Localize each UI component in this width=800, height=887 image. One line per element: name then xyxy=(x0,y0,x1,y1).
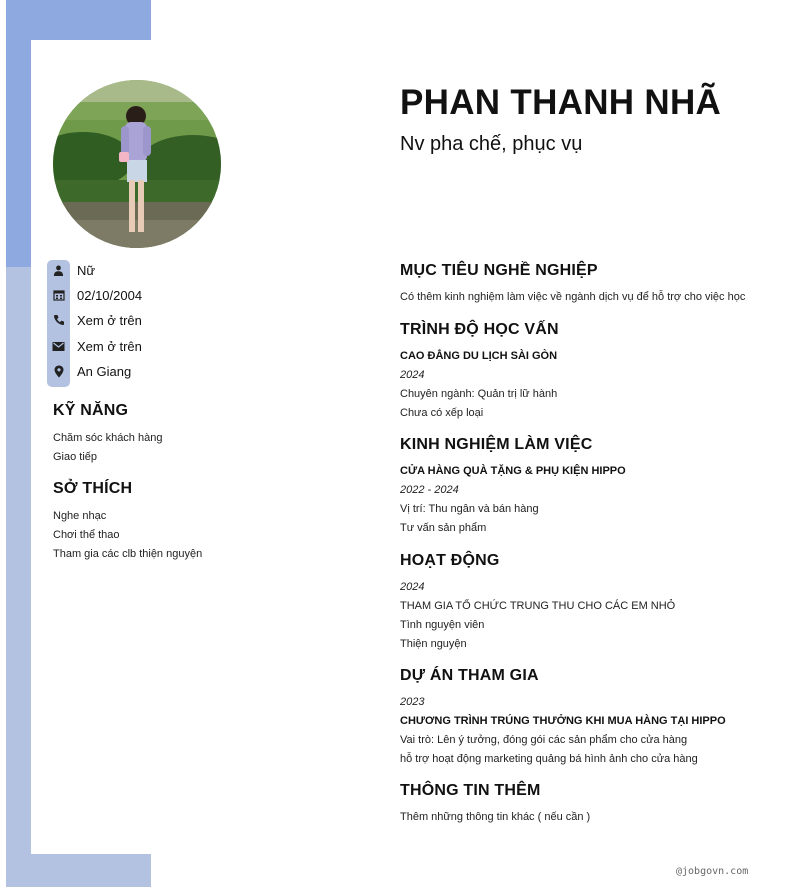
objective-section xyxy=(400,262,780,307)
candidate-name: PHAN THANH NHÃ xyxy=(400,83,722,122)
desired-position: Nv pha chế, phục vụ xyxy=(400,133,583,155)
location-pin-icon xyxy=(47,365,70,378)
address-text: An Giang xyxy=(77,363,132,379)
projects-section xyxy=(400,667,780,769)
skills-section xyxy=(53,402,162,467)
extra-text: Thêm những thông tin khác ( nếu cần ) xyxy=(400,811,591,823)
interest-item: Nghe nhạc xyxy=(53,510,107,522)
phone-text: Xem ở trên xyxy=(77,312,142,328)
activity-line: Tình nguyện viên xyxy=(400,619,485,631)
project-detail: hỗ trợ hoạt động marketing quảng bá hình ảnh cho cửa hàng xyxy=(400,753,698,765)
phone-icon xyxy=(47,314,70,326)
watermark-footer: @jobgovn.com xyxy=(676,866,749,877)
contact-phone xyxy=(47,308,347,332)
experience-period: 2022 - 2024 xyxy=(400,484,459,496)
contact-gender xyxy=(47,258,347,282)
contact-email xyxy=(47,334,347,358)
education-section xyxy=(400,321,780,423)
education-title: TRÌNH ĐỘ HỌC VẤN xyxy=(400,321,559,338)
education-grade: Chưa có xếp loại xyxy=(400,407,484,419)
skill-item: Chăm sóc khách hàng xyxy=(53,432,163,444)
email-icon xyxy=(47,341,70,352)
interest-item: Chơi thể thao xyxy=(53,529,120,541)
experience-section xyxy=(400,436,780,538)
project-year: 2023 xyxy=(400,696,425,708)
projects-title: DỰ ÁN THAM GIA xyxy=(400,667,539,684)
interest-item: Tham gia các clb thiện nguyện xyxy=(53,548,203,560)
extra-title: THÔNG TIN THÊM xyxy=(400,782,541,799)
contact-address xyxy=(47,359,347,383)
project-role: Vai trò: Lên ý tưởng, đóng gói các sản phẩm cho cửa hàng xyxy=(400,734,688,746)
skill-item: Giao tiếp xyxy=(53,451,98,463)
interests-section xyxy=(53,480,202,564)
email-text: Xem ở trên xyxy=(77,338,142,354)
birthday-text: 02/10/2004 xyxy=(77,287,143,303)
activity-year: 2024 xyxy=(400,581,425,593)
activities-title: HOẠT ĐỘNG xyxy=(400,552,500,569)
activity-line: Thiện nguyện xyxy=(400,638,467,650)
education-major: Chuyên ngành: Quản trị lữ hành xyxy=(400,388,558,400)
objective-text: Có thêm kinh nghiệm làm việc về ngành dịch vụ để hỗ trợ cho việc học xyxy=(400,291,746,303)
experience-detail: Tư vấn sản phẩm xyxy=(400,522,487,534)
interests-title: SỞ THÍCH xyxy=(53,480,133,497)
skills-title: KỸ NĂNG xyxy=(53,402,129,419)
gender-text: Nữ xyxy=(77,262,96,278)
experience-role: Vị trí: Thu ngân và bán hàng xyxy=(400,503,539,515)
calendar-icon xyxy=(47,289,70,301)
avatar xyxy=(53,80,221,248)
person-icon xyxy=(47,265,70,276)
school-name: CAO ĐẲNG DU LỊCH SÀI GÒN xyxy=(400,350,558,362)
activities-section xyxy=(400,552,780,654)
activity-line: THAM GIA TỔ CHỨC TRUNG THU CHO CÁC EM NHỎ xyxy=(400,600,676,612)
contact-birthday xyxy=(47,283,347,307)
extra-section xyxy=(400,782,780,827)
objective-title: MỤC TIÊU NGHỀ NGHIỆP xyxy=(400,262,598,279)
project-name: CHƯƠNG TRÌNH TRÚNG THƯỞNG KHI MUA HÀNG TẠI HIPPO xyxy=(400,715,726,727)
company-name: CỬA HÀNG QUÀ TẶNG & PHỤ KIỆN HIPPO xyxy=(400,465,626,477)
experience-title: KINH NGHIỆM LÀM VIỆC xyxy=(400,436,593,453)
education-year: 2024 xyxy=(400,369,425,381)
